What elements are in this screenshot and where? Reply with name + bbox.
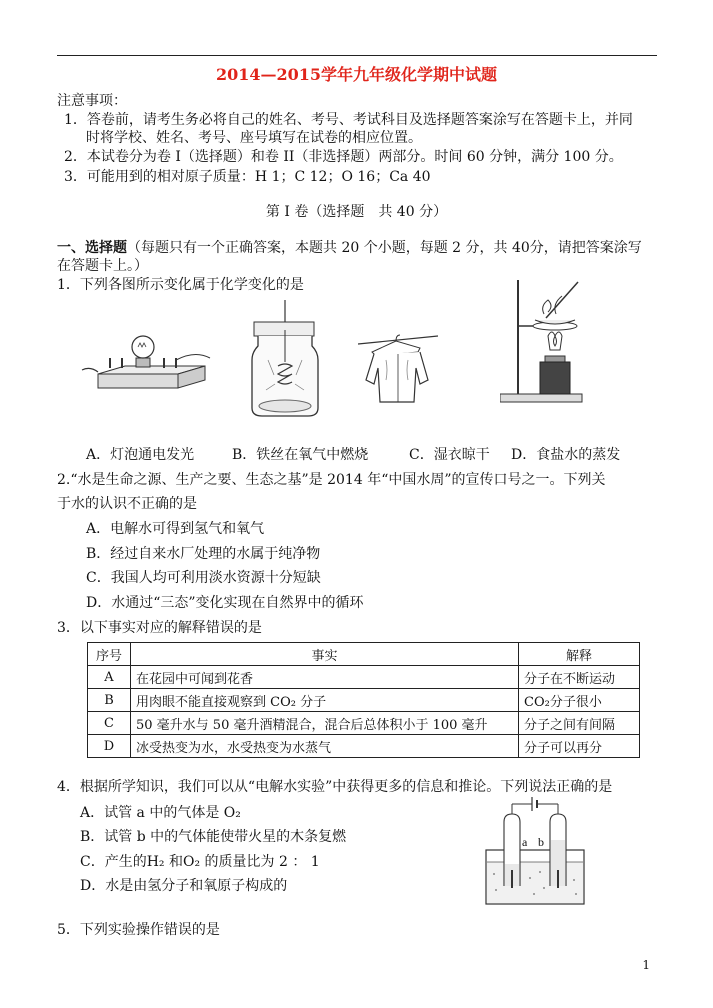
section-1-header: [57, 239, 642, 257]
row-explanation: 分子可以再分: [519, 735, 640, 758]
q5-stem: 5．下列实验操作错误的是: [57, 922, 220, 938]
col-header-explanation: 解释: [519, 643, 640, 666]
q2-option-b: B．经过自来水厂处理的水属于纯净物: [86, 546, 321, 562]
q1-option-a: A．灯泡通电发光: [86, 447, 195, 463]
note-item-2: 2．本试卷分为卷 I（选择题）和卷 II（非选择题）两部分。时间 60 分钟，满分 100 分。: [64, 149, 623, 165]
bulb-circuit-figure: [80, 330, 215, 405]
notes-heading: 注意事项：: [57, 93, 127, 109]
q2-stem: 2.“水是生命之源、生产之要、生态之基”是 2014 年“中国水周”的宣传口号之一。下列关: [57, 472, 606, 488]
tube-label-a: a: [522, 835, 528, 849]
q4-option-d: D．水是由氢分子和氧原子构成的: [80, 878, 288, 894]
row-fact: 用肉眼不能直接观察到 CO₂ 分子: [131, 689, 519, 712]
note-item-1-cont: 时将学校、姓名、考号、座号填写在试卷的相应位置。: [86, 130, 422, 146]
table-row: [88, 689, 640, 712]
q3-table: [87, 642, 640, 758]
section-1-heading: 一、选择题: [57, 240, 127, 256]
electrolysis-apparatus-figure: [484, 794, 588, 908]
q1-option-c: C．湿衣晾干: [409, 447, 490, 463]
section-1-desc-cont: 在答题卡上。）: [57, 258, 148, 274]
row-explanation: 分子在不断运动: [519, 666, 640, 689]
q1-option-d: D．食盐水的蒸发: [511, 447, 621, 463]
q2-option-a: A．电解水可得到氢气和氧气: [86, 521, 265, 537]
row-number: D: [88, 735, 131, 758]
q1-stem: 1．下列各图所示变化属于化学变化的是: [57, 277, 304, 293]
note-item-1: 1．答卷前，请考生务必将自己的姓名、考号、考试科目及选择题答案涂写在答题卡上，并同: [64, 112, 633, 128]
col-header-number: 序号: [88, 643, 131, 666]
q3-stem: 3．以下事实对应的解释错误的是: [57, 620, 262, 636]
q2-option-c: C．我国人均可利用淡水资源十分短缺: [86, 570, 321, 586]
row-number: B: [88, 689, 131, 712]
page-number: 1: [642, 958, 650, 972]
tube-label-b: b: [538, 835, 544, 849]
note-item-3: 3．可能用到的相对原子质量：H 1；C 12；O 16；Ca 40: [64, 169, 431, 185]
wet-clothes-figure: [358, 330, 438, 410]
table-row: [88, 712, 640, 735]
q4-stem: 4．根据所学知识，我们可以从“电解水实验”中获得更多的信息和推论。下列说法正确的是: [57, 779, 613, 795]
row-explanation: CO₂分子很小: [519, 689, 640, 712]
section-1-desc: （每题只有一个正确答案，本题共 20 个小题，每题 2 分，共 40分，请把答案涂写: [127, 240, 642, 256]
table-row: [88, 735, 640, 758]
row-number: A: [88, 666, 131, 689]
q4-option-c: C．产生的H₂ 和O₂ 的质量比为 2 ： 1: [80, 854, 320, 870]
evaporation-figure: [500, 276, 590, 406]
table-header-row: [88, 643, 640, 666]
row-fact: 冰受热变为水，水受热变为水蒸气: [131, 735, 519, 758]
q2-stem-cont: 于水的认识不正确的是: [57, 496, 197, 512]
q1-option-b: B．铁丝在氧气中燃烧: [232, 447, 369, 463]
page-title: 2014—2015学年九年级化学期中试题: [215, 65, 498, 84]
row-number: C: [88, 712, 131, 735]
q4-option-b: B．试管 b 中的气体能使带火星的木条复燃: [80, 829, 347, 845]
col-header-fact: 事实: [131, 643, 519, 666]
volume-title: 第 I 卷（选择题 共 40 分）: [265, 204, 448, 220]
iron-wire-jar-figure: [248, 300, 323, 420]
q4-option-a: A．试管 a 中的气体是 O₂: [80, 805, 241, 821]
table-row: [88, 666, 640, 689]
q2-option-d: D．水通过“三态”变化实现在自然界中的循环: [86, 595, 364, 611]
row-fact: 在花园中可闻到花香: [131, 666, 519, 689]
row-explanation: 分子之间有间隔: [519, 712, 640, 735]
header-rule: [57, 55, 657, 56]
row-fact: 50 毫升水与 50 毫升酒精混合，混合后总体积小于 100 毫升: [131, 712, 519, 735]
